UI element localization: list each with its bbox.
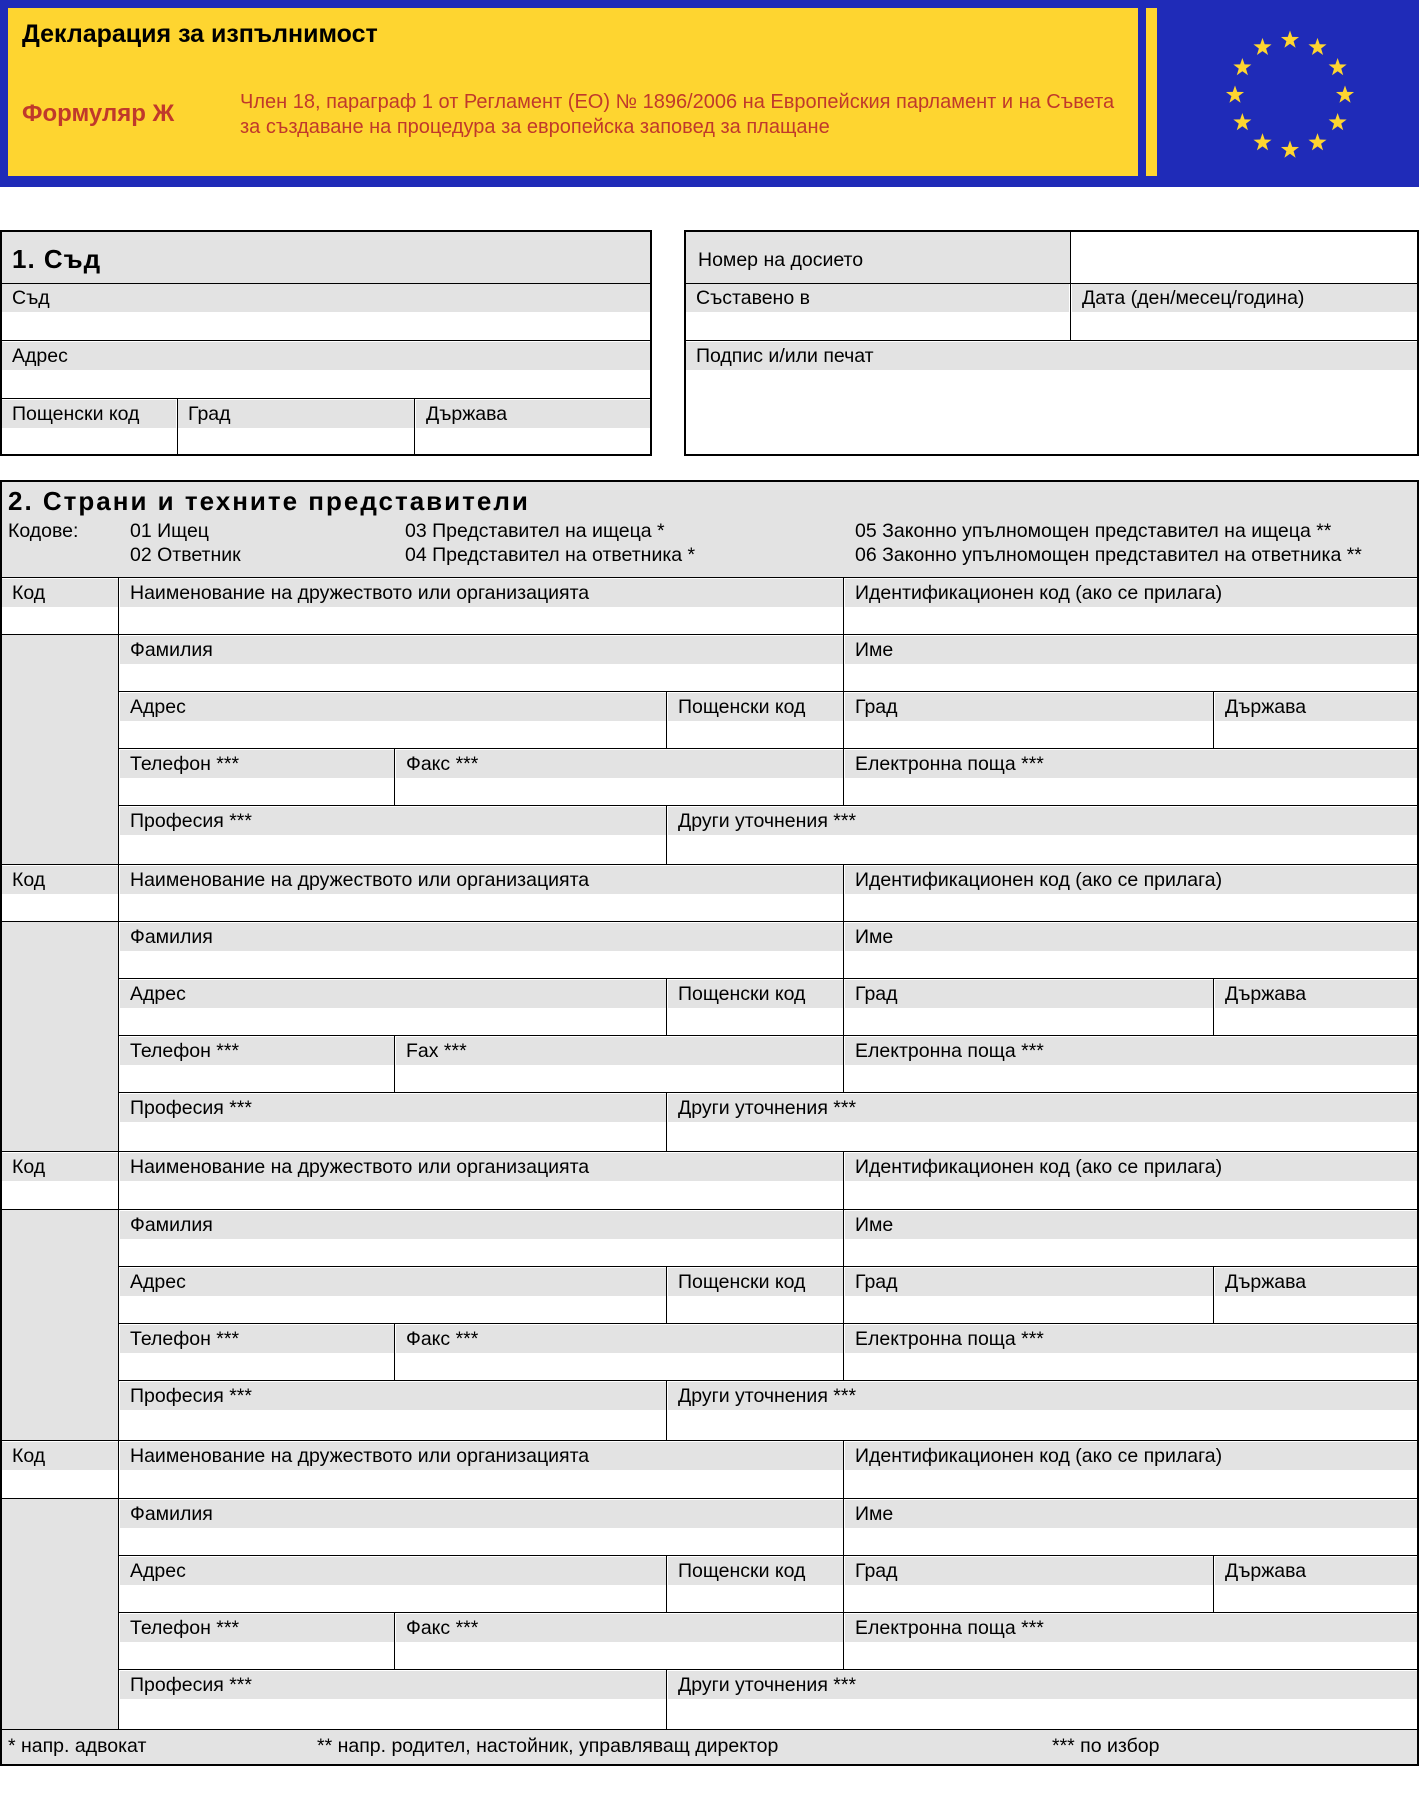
other-details-label: Други уточнения *** <box>668 807 1417 835</box>
regulation-reference: Член 18, параграф 1 от Регламент (ЕО) № 1896/2006 на Европейския парламент и на Съвета за създаване на процедура за европейска заповед за плащане <box>240 91 1115 138</box>
party-code-column <box>2 635 118 864</box>
eu-star-icon <box>1281 31 1299 48</box>
fax-label: Факс *** <box>396 1614 843 1642</box>
surname-label: Фамилия <box>120 923 843 951</box>
court-section-title: 1. Съд <box>12 244 102 274</box>
organization-name-label: Наименование на дружеството или организацията <box>120 579 843 607</box>
address-label: Адрес <box>120 1268 666 1296</box>
identification-code-label: Идентификационен код (ако се прилага) <box>845 866 1417 894</box>
party-code-label: Код <box>2 1153 118 1181</box>
eu-star-icon <box>1253 38 1271 55</box>
surname-label: Фамилия <box>120 636 843 664</box>
issued-in-label: Съставено в <box>686 284 1069 312</box>
eu-star-icon <box>1233 113 1251 130</box>
email-label: Електронна поща *** <box>845 1037 1417 1065</box>
email-label: Електронна поща *** <box>845 750 1417 778</box>
case-number-label: Номер на досието <box>698 249 864 271</box>
fax-label: Факс *** <box>396 1325 843 1353</box>
eu-star-icon <box>1233 58 1251 75</box>
surname-label: Фамилия <box>120 1211 843 1239</box>
first-name-label: Име <box>845 1500 1417 1528</box>
code-06: 06 Законно упълномощен представител на ответника ** <box>855 544 1362 566</box>
party-code-column <box>2 1210 118 1440</box>
party-code-label: Код <box>2 579 118 607</box>
parties-section <box>0 480 1419 1766</box>
court-address-label: Адрес <box>2 342 650 370</box>
postcode-label: Пощенски код <box>668 1268 843 1296</box>
eu-flag-stars-icon <box>1220 25 1360 165</box>
first-name-label: Име <box>845 1211 1417 1239</box>
court-section <box>0 230 652 456</box>
eu-star-icon <box>1253 133 1271 150</box>
court-postcode-label: Пощенски код <box>2 400 176 428</box>
country-label: Държава <box>1215 1557 1417 1585</box>
signature-label: Подпис и/или печат <box>686 342 1417 370</box>
form-name: Формуляр Ж <box>22 100 175 127</box>
email-label: Електронна поща *** <box>845 1325 1417 1353</box>
identification-code-label: Идентификационен код (ако се прилага) <box>845 579 1417 607</box>
phone-label: Телефон *** <box>120 1325 394 1353</box>
form-title: Декларация за изпълнимост <box>22 20 378 48</box>
party-code-column <box>2 1499 118 1729</box>
organization-name-label: Наименование на дружеството или организацията <box>120 866 843 894</box>
header-yellow-stripe <box>1146 8 1157 176</box>
eu-star-icon <box>1226 86 1244 103</box>
country-label: Държава <box>1215 1268 1417 1296</box>
identification-code-label: Идентификационен код (ако се прилага) <box>845 1442 1417 1470</box>
postcode-label: Пощенски код <box>668 1557 843 1585</box>
identification-code-label: Идентификационен код (ако се прилага) <box>845 1153 1417 1181</box>
eu-star-icon <box>1308 38 1326 55</box>
code-03: 03 Представител на ищеца * <box>405 520 665 542</box>
fax-label: Факс *** <box>396 750 843 778</box>
phone-label: Телефон *** <box>120 750 394 778</box>
eu-star-icon <box>1336 86 1354 103</box>
code-05: 05 Законно упълномощен представител на ищеца ** <box>855 520 1332 542</box>
eu-star-icon <box>1329 113 1347 130</box>
party-code-label: Код <box>2 1442 118 1470</box>
codes-label: Кодове: <box>8 520 79 542</box>
first-name-label: Име <box>845 923 1417 951</box>
country-label: Държава <box>1215 980 1417 1008</box>
court-name-label: Съд <box>2 284 650 312</box>
city-label: Град <box>845 693 1213 721</box>
phone-label: Телефон *** <box>120 1614 394 1642</box>
party-code-label: Код <box>2 866 118 894</box>
phone-label: Телефон *** <box>120 1037 394 1065</box>
file-info-section <box>684 230 1419 456</box>
address-label: Адрес <box>120 980 666 1008</box>
footnote-1: * напр. адвокат <box>8 1735 147 1757</box>
organization-name-label: Наименование на дружеството или организацията <box>120 1153 843 1181</box>
code-02: 02 Ответник <box>130 544 241 566</box>
city-label: Град <box>845 1557 1213 1585</box>
form-header <box>0 0 1419 187</box>
profession-label: Професия *** <box>120 1382 666 1410</box>
city-label: Град <box>845 1268 1213 1296</box>
code-01: 01 Ищец <box>130 520 209 542</box>
surname-label: Фамилия <box>120 1500 843 1528</box>
footnote-3: *** по избор <box>1052 1735 1160 1757</box>
footnote-2: ** напр. родител, настойник, управляващ директор <box>317 1735 779 1757</box>
case-number-field[interactable] <box>1072 234 1415 281</box>
other-details-label: Други уточнения *** <box>668 1094 1417 1122</box>
profession-label: Професия *** <box>120 807 666 835</box>
country-label: Държава <box>1215 693 1417 721</box>
other-details-label: Други уточнения *** <box>668 1671 1417 1699</box>
court-country-label: Държава <box>416 400 650 428</box>
postcode-label: Пощенски код <box>668 693 843 721</box>
party-code-column <box>2 922 118 1151</box>
first-name-label: Име <box>845 636 1417 664</box>
date-label: Дата (ден/месец/година) <box>1072 284 1417 312</box>
address-label: Адрес <box>120 693 666 721</box>
eu-star-icon <box>1308 133 1326 150</box>
address-label: Адрес <box>120 1557 666 1585</box>
fax-label: Fax *** <box>396 1037 843 1065</box>
postcode-label: Пощенски код <box>668 980 843 1008</box>
parties-section-title: 2. Страни и техните представители <box>8 486 530 516</box>
organization-name-label: Наименование на дружеството или организацията <box>120 1442 843 1470</box>
city-label: Град <box>845 980 1213 1008</box>
code-04: 04 Представител на ответника * <box>405 544 696 566</box>
court-city-label: Град <box>178 400 414 428</box>
email-label: Електронна поща *** <box>845 1614 1417 1642</box>
eu-star-icon <box>1329 58 1347 75</box>
profession-label: Професия *** <box>120 1671 666 1699</box>
profession-label: Професия *** <box>120 1094 666 1122</box>
other-details-label: Други уточнения *** <box>668 1382 1417 1410</box>
eu-star-icon <box>1281 141 1299 158</box>
